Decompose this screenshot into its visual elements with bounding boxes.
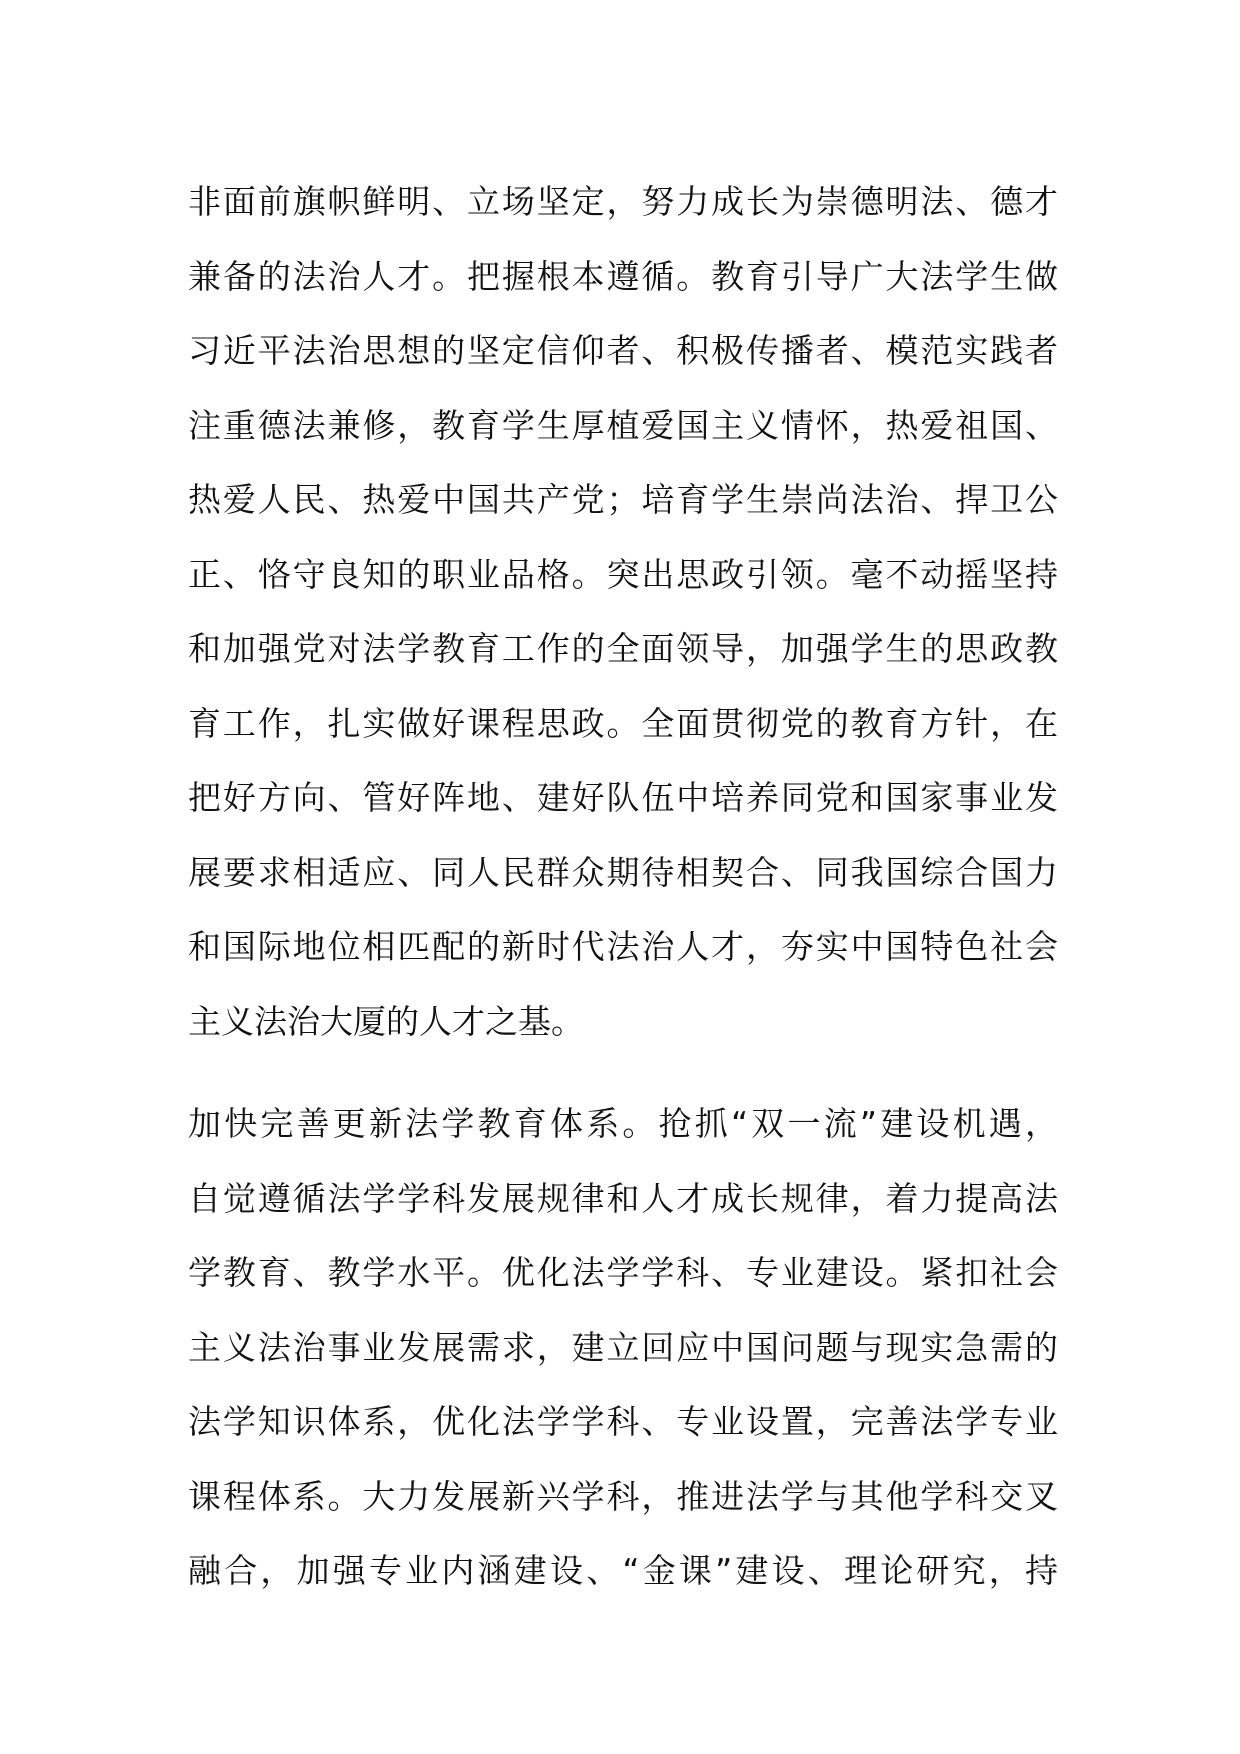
text-line: 自觉遵循法学学科发展规律和人才成长规律，着力提高法 (188, 1178, 1058, 1218)
text-line: 注重德法兼修，教育学生厚植爱国主义情怀，热爱祖国、 (188, 405, 1058, 445)
text-line: 主义法治事业发展需求，建立回应中国问题与现实急需的 (188, 1327, 1058, 1367)
text-line: 热爱人民、热爱中国共产党；培育学生崇尚法治、捍卫公 (188, 480, 1058, 519)
paragraph-2 (188, 1087, 1058, 1609)
text-line: 和国际地位相匹配的新时代法治人才，夯实中国特色社会 (188, 927, 1058, 966)
text-line: 法学知识体系，优化法学学科、专业设置，完善法学专业 (188, 1402, 1058, 1441)
text-line: 学教育、教学水平。优化法学学科、专业建设。紧扣社会 (188, 1253, 1058, 1292)
text-line: 和加强党对法学教育工作的全面领导，加强学生的思政教 (188, 629, 1058, 668)
paragraph-1 (188, 165, 1058, 1059)
text-line: 非面前旗帜鲜明、立场坚定，努力成长为崇德明法、德才 (188, 182, 1058, 221)
text-line: 正、恪守良知的职业品格。突出思政引领。毫不动摇坚持 (188, 554, 1058, 594)
text-line: 展要求相适应、同人民群众期待相契合、同我国综合国力 (188, 852, 1058, 892)
text-line: 育工作，扎实做好课程思政。全面贯彻党的教育方针，在 (188, 703, 1058, 743)
text-line: 习近平法治思想的坚定信仰者、积极传播者、模范实践者 (188, 331, 1058, 370)
text-line: 融合，加强专业内涵建设、“金课”建设、理论研究，持 (188, 1551, 1058, 1590)
text-line: 兼备的法治人才。把握根本遵循。教育引导广大法学生做 (188, 256, 1058, 296)
text-line: 课程体系。大力发展新兴学科，推进法学与其他学科交叉 (188, 1476, 1058, 1516)
text-line: 加快完善更新法学教育体系。抢抓“双一流”建设机遇， (188, 1104, 1058, 1143)
text-line: 把好方向、管好阵地、建好队伍中培养同党和国家事业发 (188, 778, 1058, 817)
text-line: 主义法治大厦的人才之基。 (188, 1001, 584, 1041)
